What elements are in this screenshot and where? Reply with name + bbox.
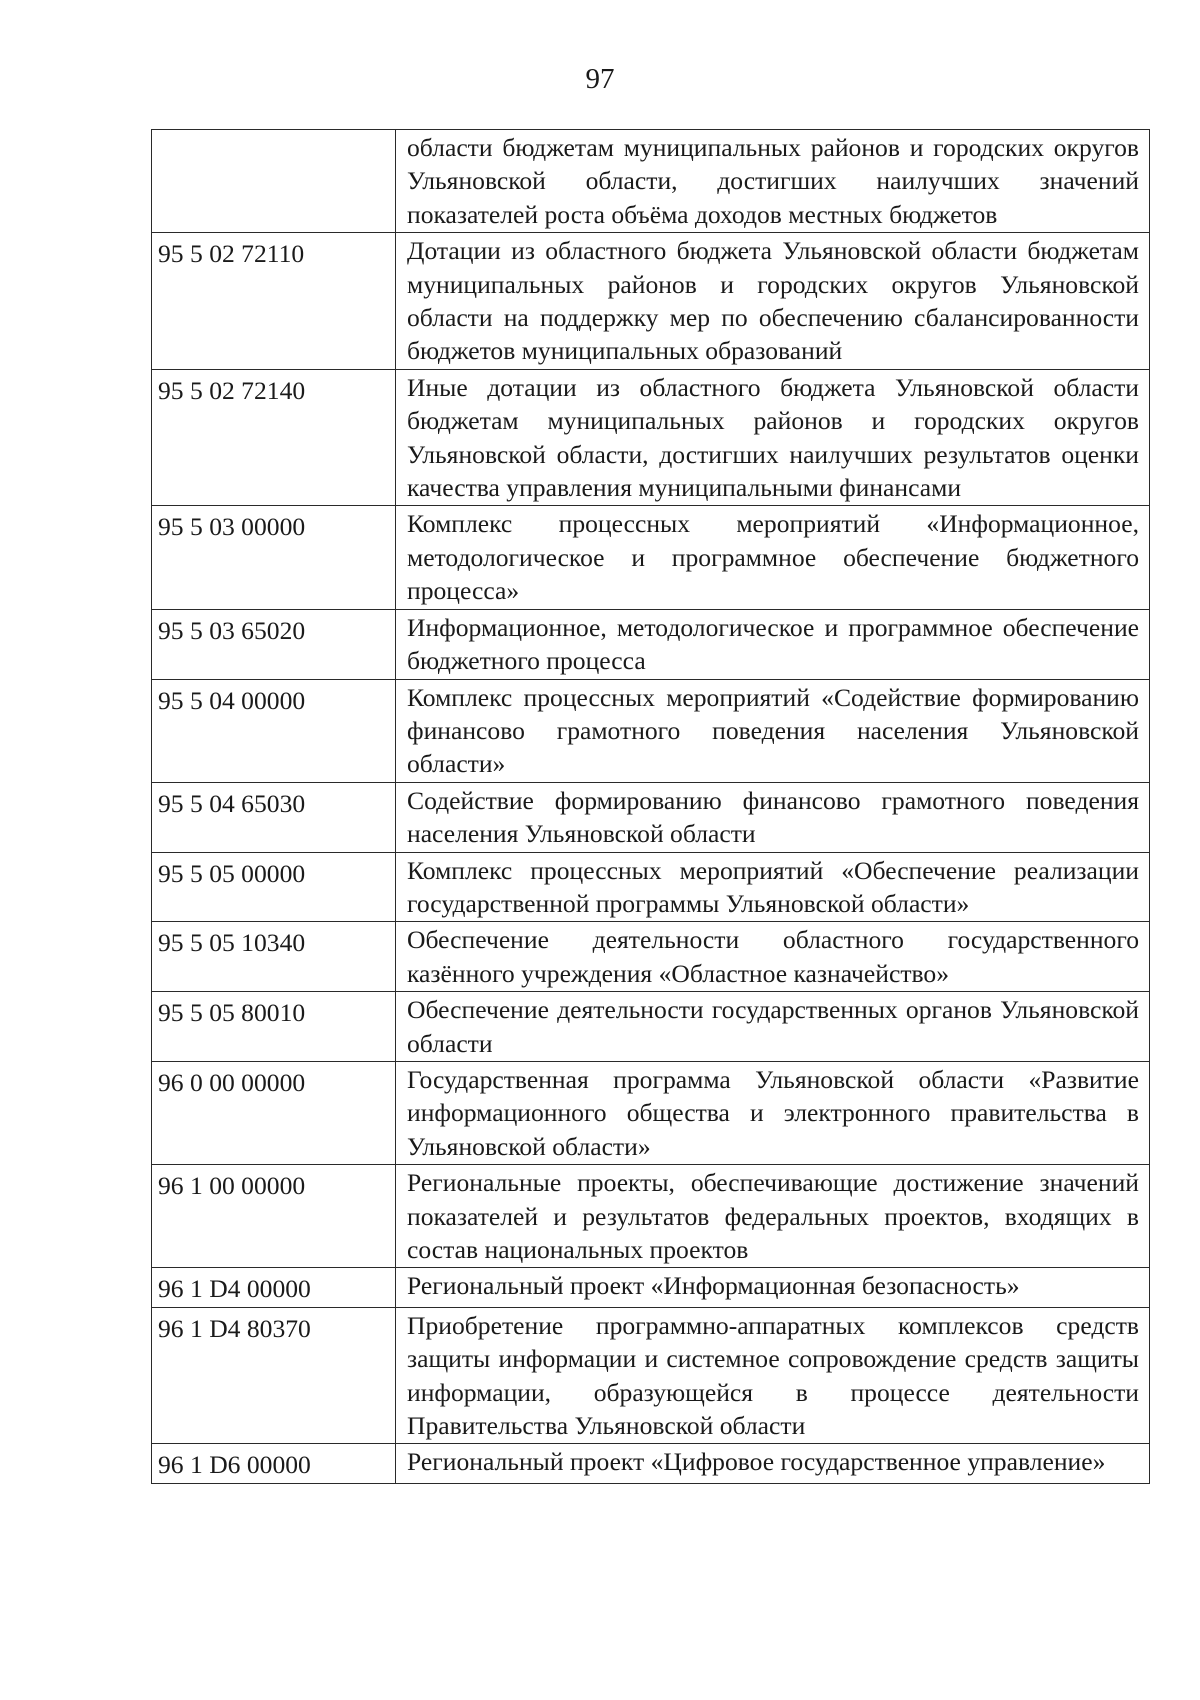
description-cell: Комплекс процессных мероприятий «Обеспечение реализации государственной программы Ульяновской области» xyxy=(396,852,1150,922)
code-cell: 95 5 03 65020 xyxy=(152,609,396,679)
description-cell: Обеспечение деятельности областного государственного казённого учреждения «Областное казначейство» xyxy=(396,922,1150,992)
code-cell: 95 5 05 10340 xyxy=(152,922,396,992)
description-cell: Содействие формированию финансово грамотного поведения населения Ульяновской области xyxy=(396,782,1150,852)
table-row xyxy=(152,782,1150,852)
table-row xyxy=(152,1307,1150,1444)
table-row xyxy=(152,130,1150,233)
table-row xyxy=(152,233,1150,370)
table-row xyxy=(152,1165,1150,1268)
table-row xyxy=(152,852,1150,922)
description-cell: Региональный проект «Информационная безопасность» xyxy=(396,1268,1150,1307)
page-number: 97 xyxy=(585,63,615,95)
code-cell: 96 1 D4 80370 xyxy=(152,1307,396,1444)
description-cell: Обеспечение деятельности государственных органов Ульяновской области xyxy=(396,992,1150,1062)
table-row xyxy=(152,922,1150,992)
table-row xyxy=(152,679,1150,782)
code-cell: 95 5 03 00000 xyxy=(152,506,396,609)
table-row xyxy=(152,1061,1150,1164)
code-cell: 96 1 D6 00000 xyxy=(152,1444,396,1483)
code-cell: 95 5 05 80010 xyxy=(152,992,396,1062)
table-row xyxy=(152,992,1150,1062)
table-row xyxy=(152,369,1150,506)
table-row xyxy=(152,1268,1150,1307)
description-cell: Государственная программа Ульяновской области «Развитие информационного общества и электронного правительства в Ульяновской области» xyxy=(396,1061,1150,1164)
code-cell: 95 5 02 72140 xyxy=(152,369,396,506)
description-cell: Комплекс процессных мероприятий «Информационное, методологическое и программное обеспечение бюджетного процесса» xyxy=(396,506,1150,609)
description-cell: области бюджетам муниципальных районов и городских округов Ульяновской области, достигших наилучших значений показателей роста объёма доходов местных бюджетов xyxy=(396,130,1150,233)
description-cell: Приобретение программно-аппаратных комплексов средств защиты информации и системное сопровождение средств защиты информации, образующейся в процессе деятельности Правительства Ульяновской области xyxy=(396,1307,1150,1444)
code-cell: 96 1 00 00000 xyxy=(152,1165,396,1268)
code-cell: 95 5 04 00000 xyxy=(152,679,396,782)
description-cell: Информационное, методологическое и программное обеспечение бюджетного процесса xyxy=(396,609,1150,679)
code-cell xyxy=(152,130,396,233)
code-cell: 96 1 D4 00000 xyxy=(152,1268,396,1307)
code-cell: 95 5 05 00000 xyxy=(152,852,396,922)
table-row xyxy=(152,1444,1150,1483)
description-cell: Региональные проекты, обеспечивающие достижение значений показателей и результатов федеральных проектов, входящих в состав национальных проектов xyxy=(396,1165,1150,1268)
code-cell: 95 5 04 65030 xyxy=(152,782,396,852)
code-cell: 95 5 02 72110 xyxy=(152,233,396,370)
description-cell: Иные дотации из областного бюджета Ульяновской области бюджетам муниципальных районов и городских округов Ульяновской области, достигших наилучших результатов оценки качества управления муниципальными финансами xyxy=(396,369,1150,506)
code-cell: 96 0 00 00000 xyxy=(152,1061,396,1164)
description-cell: Дотации из областного бюджета Ульяновской области бюджетам муниципальных районов и городских округов Ульяновской области на поддержку мер по обеспечению сбалансированности бюджетов муниципальных образований xyxy=(396,233,1150,370)
description-cell: Региональный проект «Цифровое государственное управление» xyxy=(396,1444,1150,1483)
table-row xyxy=(152,506,1150,609)
budget-classification-table xyxy=(151,129,1150,1484)
description-cell: Комплекс процессных мероприятий «Содействие формированию финансово грамотного поведения населения Ульяновской области» xyxy=(396,679,1150,782)
table-row xyxy=(152,609,1150,679)
